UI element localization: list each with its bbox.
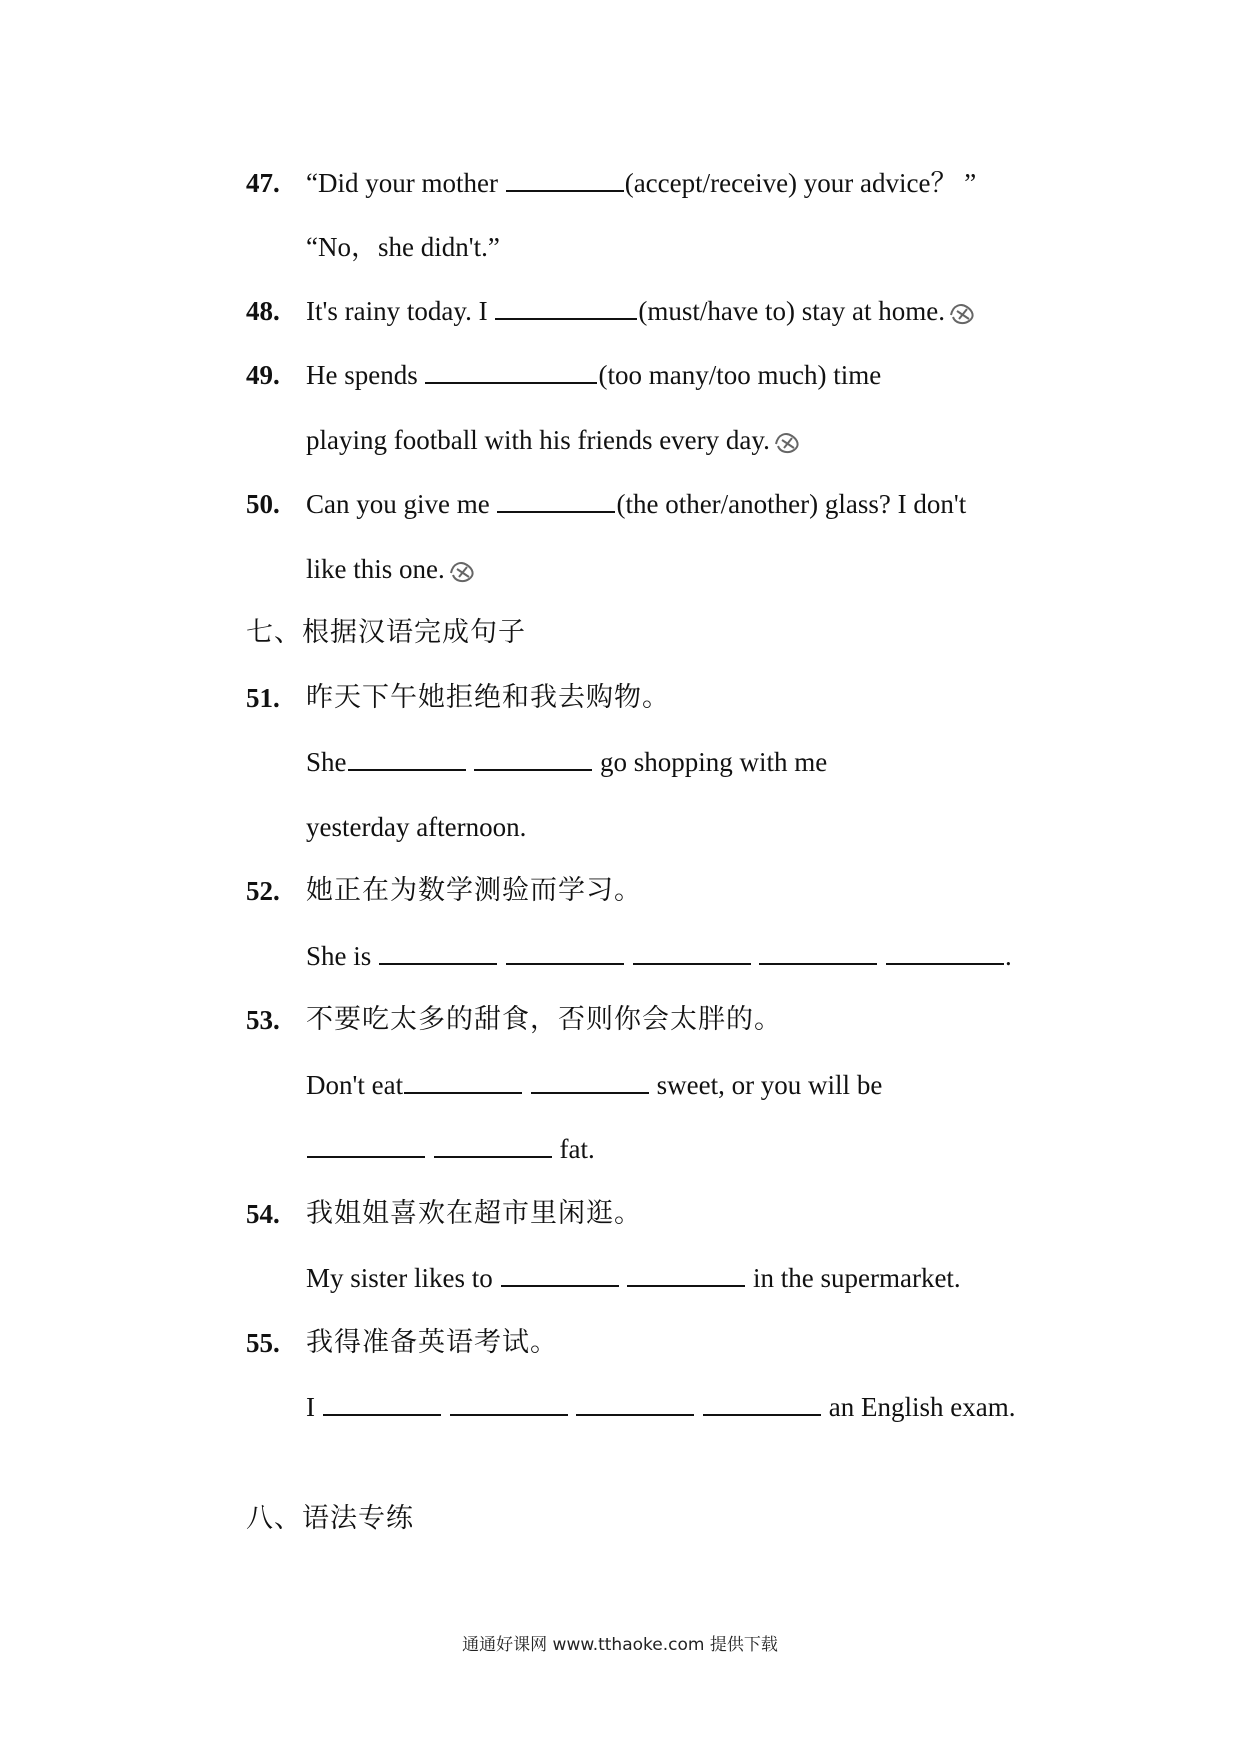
question-text: an English exam. [822, 1392, 1016, 1422]
answer-blank[interactable] [307, 1134, 425, 1158]
answer-blank[interactable] [323, 1392, 441, 1416]
question-text: My sister likes to [306, 1263, 500, 1293]
question-number: 48. [246, 296, 280, 326]
question-number: 49. [246, 360, 280, 390]
answer-blank[interactable] [404, 1070, 522, 1094]
question-text: in the supermarket. [746, 1263, 961, 1293]
question-number: 55. [246, 1328, 280, 1358]
question-text: Don't eat [306, 1070, 404, 1100]
answer-blank[interactable] [495, 296, 637, 320]
question-text: She [306, 747, 347, 777]
question-text: yesterday afternoon. [306, 812, 527, 842]
answer-blank[interactable] [506, 941, 624, 965]
chinese-prompt: 昨天下午她拒绝和我去购物。 [306, 682, 670, 713]
section-title: 七、根据汉语完成句子 [246, 617, 526, 648]
answer-blank[interactable] [627, 1263, 745, 1287]
answer-blank[interactable] [501, 1263, 619, 1287]
scribble-mark-icon [947, 301, 979, 327]
question-number: 47. [246, 168, 280, 198]
answer-blank[interactable] [474, 747, 592, 771]
answer-blank[interactable] [886, 941, 1004, 965]
question-text: go shopping with me [593, 747, 828, 777]
question-number: 53. [246, 1005, 280, 1035]
question-number: 54. [246, 1199, 280, 1229]
answer-blank[interactable] [506, 168, 624, 192]
answer-blank[interactable] [348, 747, 466, 771]
question-text: She is [306, 941, 379, 971]
question-text: “Did your mother [306, 168, 505, 198]
question-text: (too many/too much) time [598, 360, 882, 390]
question-text: I [306, 1392, 322, 1422]
question-number: 50. [246, 489, 280, 519]
question-number: 51. [246, 683, 280, 713]
question-text: sweet, or you will be [649, 1070, 883, 1100]
page-footer: 通通好课网 www.tthaoke.com 提供下载 [462, 1635, 778, 1655]
answer-blank[interactable] [531, 1070, 649, 1094]
question-text: playing football with his friends every day. [306, 425, 770, 455]
section-title: 八、语法专练 [246, 1503, 414, 1534]
answer-blank[interactable] [434, 1134, 552, 1158]
answer-blank[interactable] [425, 360, 597, 384]
question-text: Can you give me [306, 489, 497, 519]
question-text: fat. [552, 1134, 595, 1164]
question-text: (the other/another) glass? I don't [616, 489, 967, 519]
chinese-prompt: 我得准备英语考试。 [306, 1327, 558, 1358]
answer-blank[interactable] [450, 1392, 568, 1416]
answer-blank[interactable] [497, 489, 615, 513]
question-text: . [1005, 941, 1012, 971]
question-text: like this one. [306, 554, 445, 584]
scribble-mark-icon [447, 559, 479, 585]
question-text: (accept/receive) your advice？ ” [624, 168, 977, 198]
scribble-mark-icon [772, 430, 804, 456]
question-number: 52. [246, 876, 280, 906]
answer-blank[interactable] [703, 1392, 821, 1416]
answer-blank[interactable] [759, 941, 877, 965]
chinese-prompt: 不要吃太多的甜食，否则你会太胖的。 [306, 1004, 782, 1035]
answer-blank[interactable] [633, 941, 751, 965]
chinese-prompt: 我姐姐喜欢在超市里闲逛。 [306, 1198, 642, 1229]
question-text: (must/have to) stay at home. [638, 296, 946, 326]
question-text: “No，she didn't.” [306, 232, 500, 262]
question-text: It's rainy today. I [306, 296, 495, 326]
chinese-prompt: 她正在为数学测验而学习。 [306, 875, 642, 906]
answer-blank[interactable] [379, 941, 497, 965]
question-text: He spends [306, 360, 425, 390]
answer-blank[interactable] [576, 1392, 694, 1416]
